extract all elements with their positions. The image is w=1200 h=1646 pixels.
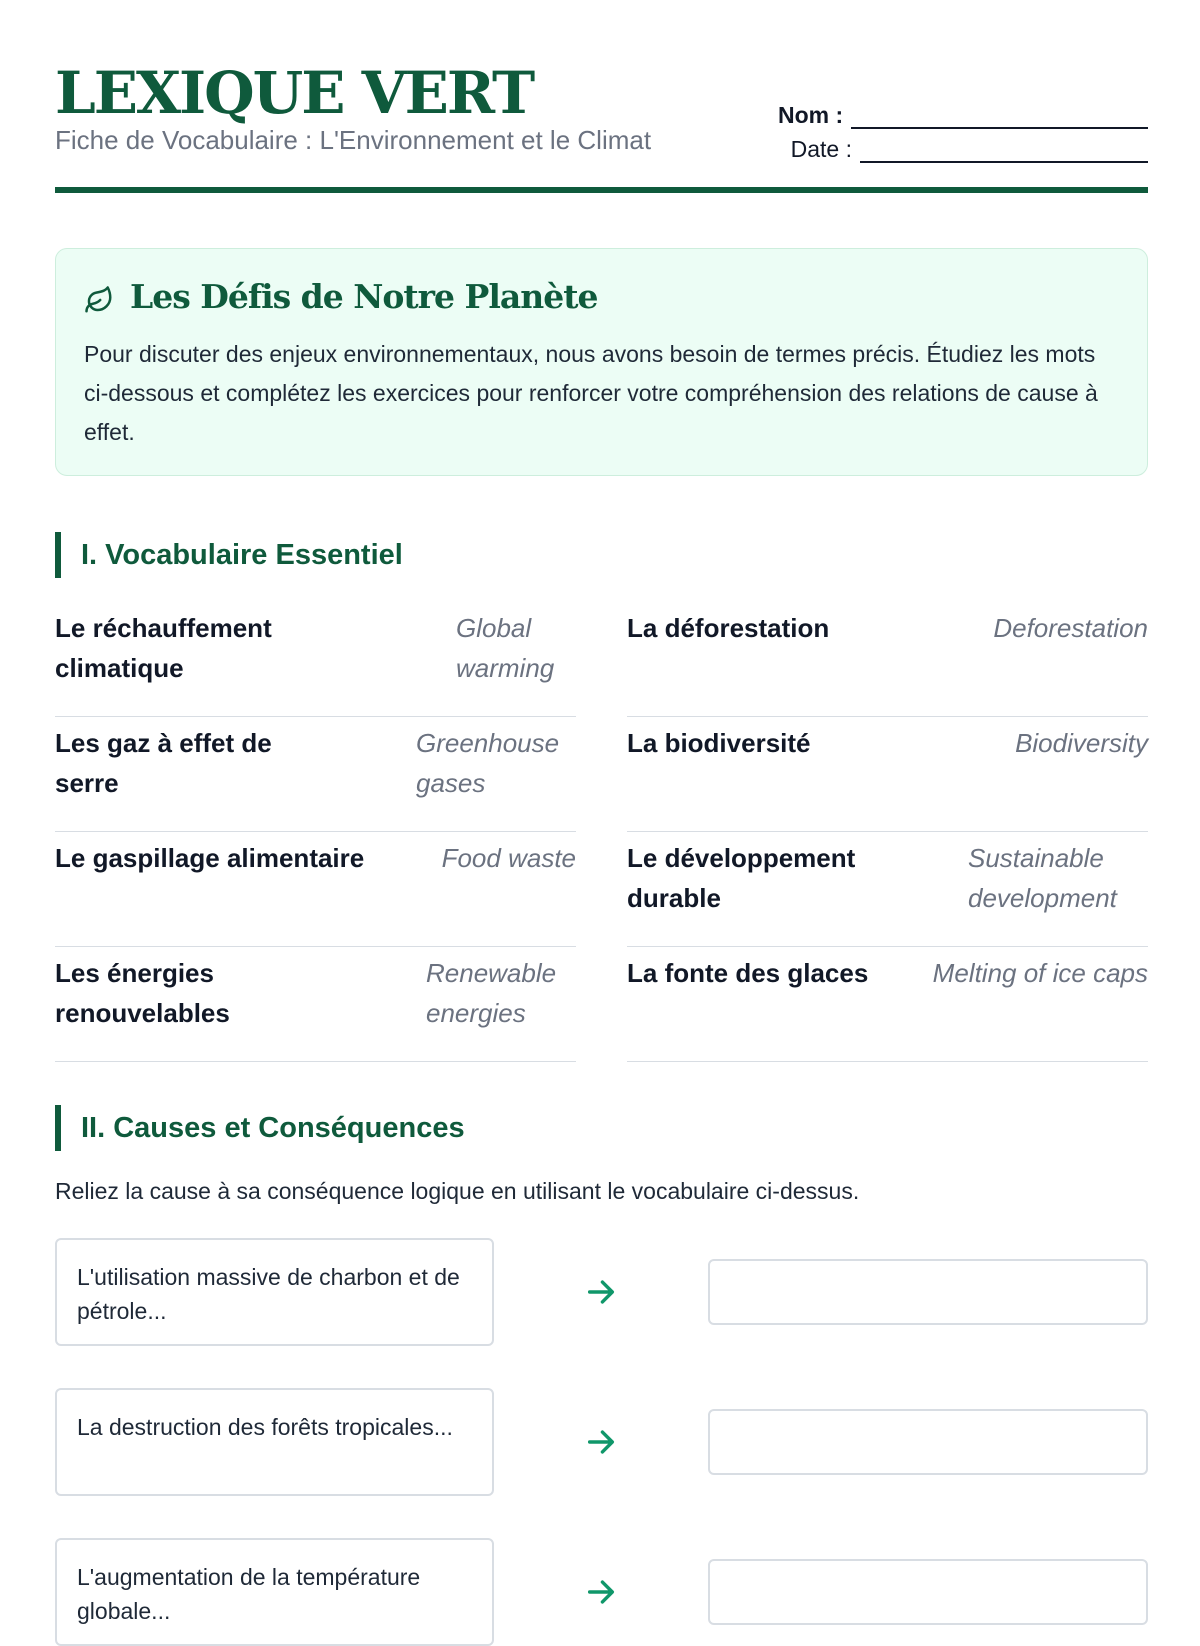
cause-box: La destruction des forêts tropicales...: [55, 1388, 494, 1496]
brand-title: LEXIQUE VERT: [55, 59, 534, 127]
name-label: Nom :: [778, 102, 844, 128]
vocab-term: La déforestation: [627, 613, 830, 643]
date-label: Date :: [790, 136, 852, 162]
vocab-item: [627, 602, 1148, 717]
consequence-input[interactable]: [708, 1559, 1148, 1625]
vocab-translation: Deforestation: [993, 613, 1148, 643]
header: [55, 55, 1148, 193]
vocab-item: [627, 832, 1148, 947]
date-field-row: [778, 129, 1148, 163]
vocab-item: [627, 947, 1148, 1062]
leaf-icon: [84, 285, 114, 315]
vocab-item: [55, 832, 576, 947]
arrow-right-icon: [584, 1275, 618, 1309]
arrow-right-icon: [584, 1425, 618, 1459]
vocab-term: La biodiversité: [627, 728, 811, 758]
vocab-translation: Greenhouse gases: [416, 728, 560, 798]
vocab-item: [55, 947, 576, 1062]
vocab-translation: Global warming: [456, 613, 555, 683]
consequence-input[interactable]: [708, 1259, 1148, 1325]
worksheet-subtitle: Fiche de Vocabulaire : L'Environnement et le Climat: [55, 125, 652, 155]
vocab-term: Le réchauffement climatique: [55, 613, 272, 683]
vocab-translation: Biodiversity: [1015, 728, 1148, 758]
causes-instructions: Reliez la cause à sa conséquence logique en utilisant le vocabulaire ci-dessus.: [55, 1178, 860, 1204]
intro-text: Pour discuter des enjeux environnementaux, nous avons besoin de termes précis. Étudiez les mots ci-dessous et complétez les exercices pour renforcer votre compréhension des relations de cause à effet.: [84, 341, 1098, 445]
vocab-term: Le développement durable: [627, 843, 856, 913]
intro-title: Les Défis de Notre Planète: [130, 277, 598, 316]
cause-box: L'utilisation massive de charbon et de pétrole...: [55, 1238, 494, 1346]
vocab-term: Le gaspillage alimentaire: [55, 843, 365, 873]
vocab-translation: Food waste: [441, 843, 576, 873]
name-line[interactable]: [851, 103, 1148, 129]
vocab-item: [627, 717, 1148, 832]
vocab-term: Les gaz à effet de serre: [55, 728, 272, 798]
vocab-item: [55, 602, 576, 717]
name-field-row: [778, 95, 1148, 129]
vocabulary-grid: [55, 602, 1148, 1062]
date-line[interactable]: [860, 137, 1148, 163]
consequence-input[interactable]: [708, 1409, 1148, 1475]
vocab-translation: Sustainable development: [968, 843, 1117, 913]
intro-box: [55, 248, 1148, 476]
student-fields: [778, 95, 1148, 163]
causes-heading: II. Causes et Conséquences: [55, 1105, 465, 1151]
vocabulary-heading: I. Vocabulaire Essentiel: [55, 532, 403, 578]
cause-box: L'augmentation de la température globale...: [55, 1538, 494, 1646]
vocab-term: Les énergies renouvelables: [55, 958, 230, 1028]
vocab-term: La fonte des glaces: [627, 958, 869, 988]
vocab-item: [55, 717, 576, 832]
vocab-translation: Melting of ice caps: [932, 958, 1148, 988]
vocab-translation: Renewable energies: [426, 958, 557, 1028]
arrow-right-icon: [584, 1575, 618, 1609]
